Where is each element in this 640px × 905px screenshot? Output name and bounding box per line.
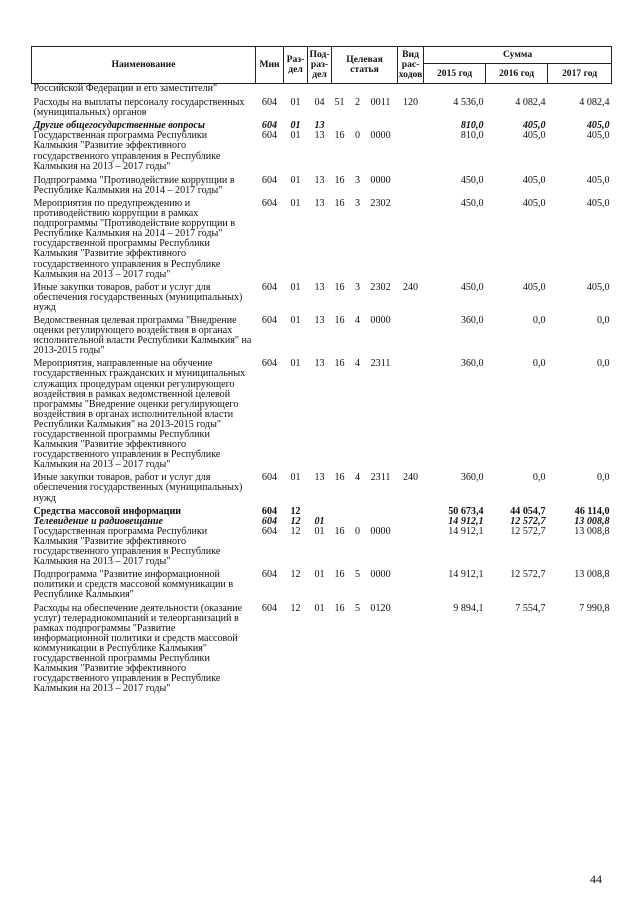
row-section: 01: [290, 281, 301, 293]
row-sum-2016: 12 572,7: [510, 525, 546, 537]
row-subsection: 13: [314, 281, 325, 293]
table-row: [32, 199, 612, 283]
row-sum-2015: 450,0: [460, 174, 484, 186]
row-expense-type: [398, 316, 424, 359]
row-sum-2017: 405,0: [586, 197, 610, 209]
row-sum-2016: 405,0: [522, 281, 546, 293]
row-sum-2015: [424, 84, 486, 99]
row-sum-2017: 405,0: [586, 281, 610, 293]
row-ministry: [256, 84, 284, 99]
row-sum-2017: 0,0: [596, 472, 610, 484]
table-row: [32, 316, 612, 359]
row-ministry: 604: [261, 472, 278, 484]
row-name: Иные закупки товаров, работ и услуг для обеспечения государственных (муниципальных) нужд: [33, 472, 243, 504]
row-sum-2015: 810,0: [460, 130, 484, 142]
row-subsection: 13: [314, 358, 325, 370]
row-subsection: 13: [314, 120, 325, 132]
row-target-subprogram: 3: [354, 281, 361, 293]
row-target-subprogram: 4: [354, 314, 361, 326]
row-target-program: 16: [334, 358, 345, 370]
header-year-2016: 2016 год: [486, 64, 548, 84]
row-target-subprogram: [352, 507, 364, 517]
page-number: 44: [590, 872, 602, 886]
row-target-subprogram: 4: [354, 358, 361, 370]
row-target-direction: 0000: [370, 130, 391, 142]
row-expense-type: [398, 517, 424, 527]
header-target-article: Целевая статья: [332, 47, 398, 84]
row-sum-2017: 13 008,8: [574, 525, 610, 537]
row-name: Расходы на выплаты персоналу государственных (муниципальных) органов: [33, 97, 245, 119]
row-subsection: 13: [314, 314, 325, 326]
row-name: Мероприятия по предупреждению и противодействию коррупции в рамках подпрограммы "Противодействие коррупции в Республике Калмыкия на 2014 – 2017 годы" государственной программы Республики Калмыкия "Развитие эффективного государственного управления в Республике Калмыкия на 2013 – 2017 годы": [33, 197, 236, 280]
row-sum-2016: 405,0: [522, 120, 546, 132]
row-sum-2015: 360,0: [460, 358, 484, 370]
row-sum-2016: 405,0: [522, 174, 546, 186]
row-target-program: 16: [334, 472, 345, 484]
row-sum-2017: 7 990,8: [579, 602, 610, 614]
header-razdel: Раз- дел: [284, 47, 308, 84]
row-target-program: 16: [334, 569, 345, 581]
row-sum-2017: 4 082,4: [579, 97, 610, 109]
row-sum-2015: 14 912,1: [448, 515, 484, 527]
row-subsection: 01: [314, 602, 325, 614]
header-year-2017: 2017 год: [548, 64, 612, 84]
row-subsection: 13: [314, 197, 325, 209]
row-sum-2016: 44 054,7: [510, 505, 546, 517]
row-target-direction: 2311: [370, 358, 391, 370]
row-target-subprogram: 5: [354, 602, 361, 614]
row-expense-type: [398, 359, 424, 473]
table-row: [32, 98, 612, 121]
row-subsection: 01: [314, 569, 325, 581]
row-sum-2015: 50 673,4: [448, 505, 484, 517]
row-section: [284, 84, 308, 99]
row-ministry: 604: [261, 120, 278, 132]
row-section: 12: [290, 515, 301, 527]
header-name: Наименование: [32, 47, 256, 84]
row-section: 12: [290, 505, 301, 517]
row-sum-2015: 360,0: [460, 472, 484, 484]
row-section: 12: [290, 602, 301, 614]
row-subsection: 13: [314, 472, 325, 484]
row-expense-type: [398, 84, 424, 99]
row-ministry: 604: [261, 197, 278, 209]
table-row: [32, 283, 612, 316]
row-sum-2017: [548, 84, 612, 99]
row-name: Ведомственная целевая программа "Внедрение оценки регулирующего воздействия в органах исполнительной власти Республики Калмыкия" на 2013-2015 годы": [33, 314, 252, 357]
row-sum-2015: 810,0: [460, 120, 484, 132]
table-row: [32, 604, 612, 695]
row-target-program: [332, 84, 352, 99]
row-name: Мероприятия, направленные на обучение государственных гражданских и муниципальных служащих процедурам оценки регулирующего воздействия в рамках ведомственной целевой программы "Внедрение оценки регулирующего воздействия в органах исполнительной власти Республики Калмыкия" на 2013-2015 годы" государственной программы Республики Калмыкия "Развитие эффективного государственного управления в Республике Калмыкия на 2013 – 2017 годы": [33, 358, 246, 471]
row-section: 01: [290, 197, 301, 209]
row-ministry: 604: [261, 314, 278, 326]
row-target-program: 16: [334, 197, 345, 209]
row-ministry: 604: [261, 569, 278, 581]
row-target-direction: 0000: [370, 174, 391, 186]
row-target-program: 51: [334, 97, 345, 109]
row-expense-type: [398, 199, 424, 283]
row-section: 12: [290, 569, 301, 581]
row-sum-2016: 7 554,7: [515, 602, 546, 614]
row-target-direction: 2311: [370, 472, 391, 484]
row-name: Подпрограмма "Развитие информационной политики и средств массовой коммуникации в Республике Калмыкия": [33, 569, 234, 601]
row-sum-2015: 450,0: [460, 281, 484, 293]
table-row: [32, 359, 612, 473]
row-section: 01: [290, 97, 301, 109]
row-target-direction: 2302: [370, 281, 391, 293]
row-sum-2015: 4 536,0: [453, 97, 484, 109]
row-target-direction: 0000: [370, 569, 391, 581]
row-expense-type: [398, 604, 424, 695]
row-expense-type: 240: [402, 472, 419, 484]
row-target-direction: 0000: [370, 314, 391, 326]
row-sum-2017: 46 114,0: [574, 505, 610, 517]
row-sum-2016: 12 572,7: [510, 569, 546, 581]
header-sum: Сумма: [424, 47, 612, 64]
table-row: [32, 570, 612, 603]
row-expense-type: 240: [402, 281, 419, 293]
row-sum-2017: 405,0: [586, 120, 610, 132]
row-target-subprogram: 4: [354, 472, 361, 484]
header-expense-type: Вид рас- ходов: [398, 47, 424, 84]
row-name: Подпрограмма "Противодействие коррупции в Республике Калмыкия на 2014 – 2017 годы": [33, 174, 235, 196]
row-target-subprogram: 5: [354, 569, 361, 581]
row-ministry: 604: [261, 525, 278, 537]
row-target-subprogram: 0: [354, 525, 361, 537]
row-section: 01: [290, 314, 301, 326]
row-sum-2015: 14 912,1: [448, 569, 484, 581]
row-ministry: 604: [261, 130, 278, 142]
row-sum-2015: 360,0: [460, 314, 484, 326]
row-section: 01: [290, 358, 301, 370]
row-sum-2015: 14 912,1: [448, 525, 484, 537]
row-target-subprogram: 3: [354, 197, 361, 209]
row-sum-2016: 4 082,4: [515, 97, 546, 109]
table-row: [32, 84, 612, 99]
row-target-direction: 0120: [370, 602, 391, 614]
row-subsection: 04: [314, 97, 325, 109]
table-row: [32, 176, 612, 199]
row-subsection: [308, 84, 332, 99]
row-ministry: 604: [261, 358, 278, 370]
row-target-program: [332, 507, 352, 517]
row-sum-2016: 0,0: [532, 358, 546, 370]
row-ministry: 604: [261, 97, 278, 109]
row-sum-2017: 405,0: [586, 174, 610, 186]
row-expense-type: 120: [402, 97, 419, 109]
row-sum-2016: 405,0: [522, 197, 546, 209]
row-sum-2016: [486, 84, 548, 99]
row-expense-type: [398, 507, 424, 517]
row-target-direction: 0011: [370, 97, 391, 109]
row-target-direction: 0000: [370, 525, 391, 537]
row-section: 01: [290, 120, 301, 132]
row-target-program: 16: [334, 281, 345, 293]
table-body: [32, 84, 612, 695]
row-sum-2017: 0,0: [596, 314, 610, 326]
table-row: [32, 527, 612, 570]
row-sum-2016: 0,0: [532, 314, 546, 326]
row-expense-type: [398, 121, 424, 131]
row-target-program: 16: [334, 314, 345, 326]
row-name: Телевидение и радиовещание: [33, 515, 163, 527]
row-expense-type: [398, 527, 424, 570]
row-name: Иные закупки товаров, работ и услуг для обеспечения государственных (муниципальных) нужд: [33, 281, 243, 313]
row-sum-2017: 0,0: [596, 358, 610, 370]
budget-table: [31, 46, 612, 694]
row-sum-2015: 9 894,1: [453, 602, 484, 614]
table-header: [32, 47, 612, 84]
header-podrazdel: Под- раз- дел: [308, 47, 332, 84]
row-ministry: 604: [261, 602, 278, 614]
row-name: Расходы на обеспечение деятельности (оказание услуг) телерадиокомпаний и телеорганизаций в рамках подпрограммы "Развитие информационной политики и средств массовой коммуникации в Республике Калмыкия" государственной программы Республики Калмыкия "Развитие эффективного государственного управления в Республике Калмыкия на 2013 – 2017 годы": [33, 602, 243, 695]
row-target-program: 16: [334, 602, 345, 614]
row-name: Российской Федерации и его заместители": [33, 83, 218, 94]
row-name: Государственная программа Республики Калмыкия "Развитие эффективного государственного управления в Республике Калмыкия на 2013 – 2017 годы": [33, 130, 221, 172]
row-ministry: 604: [261, 281, 278, 293]
row-section: 01: [290, 174, 301, 186]
row-section: 12: [290, 525, 301, 537]
row-sum-2017: 405,0: [586, 130, 610, 142]
row-expense-type: [398, 176, 424, 199]
row-target-subprogram: 2: [354, 97, 361, 109]
row-sum-2016: 0,0: [532, 472, 546, 484]
header-min: Мин: [256, 47, 284, 84]
row-target-subprogram: [352, 84, 364, 99]
row-sum-2016: 405,0: [522, 130, 546, 142]
row-target-program: 16: [334, 130, 345, 142]
row-target-program: 16: [334, 174, 345, 186]
table-row: [32, 131, 612, 175]
row-subsection: 01: [314, 515, 325, 527]
row-target-direction: 2302: [370, 197, 391, 209]
row-sum-2017: 13 008,8: [574, 569, 610, 581]
row-section: 01: [290, 130, 301, 142]
row-sum-2015: 450,0: [460, 197, 484, 209]
row-name: Средства массовой информации: [33, 505, 182, 517]
table-row: [32, 473, 612, 506]
row-subsection: 01: [314, 525, 325, 537]
row-subsection: 13: [314, 130, 325, 142]
row-target-direction: [364, 507, 398, 517]
row-sum-2016: 12 572,7: [510, 515, 546, 527]
row-name: Другие общегосударственные вопросы: [33, 120, 205, 132]
row-expense-type: [398, 570, 424, 603]
row-target-program: 16: [334, 525, 345, 537]
row-expense-type: [398, 131, 424, 175]
row-name: Государственная программа Республики Калмыкия "Развитие эффективного государственного управления в Республике Калмыкия на 2013 – 2017 годы": [33, 525, 221, 568]
row-target-subprogram: 3: [354, 174, 361, 186]
row-target-direction: [364, 84, 398, 99]
budget-table-page: [31, 46, 611, 694]
row-target-subprogram: 0: [354, 130, 361, 142]
row-section: 01: [290, 472, 301, 484]
row-ministry: 604: [261, 174, 278, 186]
row-ministry: 604: [261, 505, 278, 517]
row-subsection: 13: [314, 174, 325, 186]
header-year-2015: 2015 год: [424, 64, 486, 84]
row-ministry: 604: [261, 515, 278, 527]
row-sum-2017: 13 008,8: [574, 515, 610, 527]
